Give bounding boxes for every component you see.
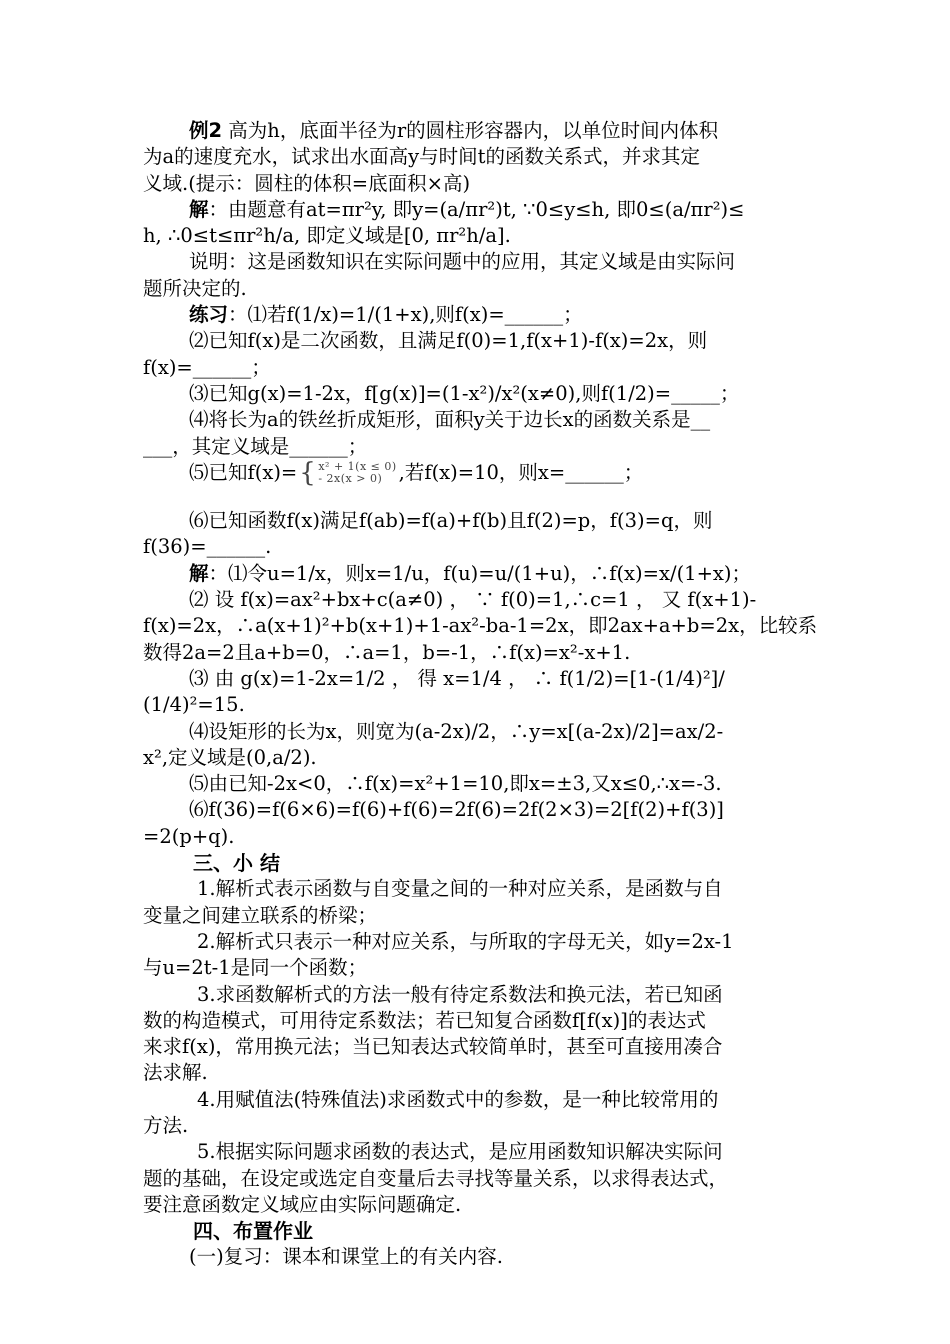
- answer-a2-cont: f(x)=2x，∴a(x+1)²+b(x+1)+1-ax²-ba-1=2x，即2ax+a+b=2x，比较系: [143, 614, 818, 638]
- exercise-line: [143, 302, 808, 328]
- solution-line: h, ∴0≤t≤πr²h/a, 即定义域是[0, πr²h/a].: [143, 224, 511, 248]
- answer-a3: ⑶ 由 g(x)=1-2x=1/2 ， 得 x=1/4 ， ∴ f(1/2)=[1-(1/4)²]/: [189, 666, 725, 690]
- document-page: [143, 118, 818, 1271]
- note-line: 题所决定的.: [143, 276, 247, 300]
- summary-item: 4.用赋值法(特殊值法)求函数式中的参数，是一种比较常用的: [197, 1087, 719, 1111]
- example-text: 高为h，底面半径为r的圆柱形容器内，以单位时间内体积: [222, 119, 719, 142]
- exercise-q2: ⑵已知f(x)是二次函数，且满足f(0)=1,f(x+1)-f(x)=2x，则: [189, 329, 708, 353]
- answer-a2: ⑵ 设 f(x)=ax²+bx+c(a≠0) ， ∵ f(0)=1,∴c=1 ， 又 f(x+1)-: [189, 588, 757, 612]
- answer-a4-cont: x²,定义域是(0,a/2).: [143, 745, 317, 769]
- homework-item: (一)复习：课本和课堂上的有关内容.: [189, 1245, 503, 1269]
- exercise-q6: ⑹已知函数f(x)满足f(ab)=f(a)+f(b)且f(2)=p，f(3)=q，则: [189, 509, 713, 533]
- summary-item: 1.解析式表示函数与自变量之间的一种对应关系，是函数与自: [197, 877, 723, 901]
- summary-item-cont: 法求解.: [143, 1061, 208, 1085]
- note-line: 说明：这是函数知识在实际问题中的应用，其定义域是由实际问: [189, 250, 736, 274]
- answer-a6-cont: =2(p+q).: [143, 824, 235, 848]
- solution-text: ：由题意有at=πr²y, 即y=(a/πr²)t, ∵0≤y≤h, 即0≤(a/πr²)≤: [208, 197, 745, 221]
- example-label: 例2: [189, 119, 223, 142]
- answer-a4: ⑷设矩形的长为x，则宽为(a-2x)/2，∴y=x[(a-2x)/2]=ax/2-: [189, 719, 724, 743]
- example-line: 为a的速度充水，试求出水面高y与时间t的函数关系式，并求其定: [143, 145, 700, 169]
- summary-item-cont: 与u=2t-1是同一个函数；: [143, 956, 368, 980]
- answer-a6: ⑹f(36)=f(6×6)=f(6)+f(6)=2f(6)=2f(2×3)=2[f(2)+f(3)]: [189, 798, 724, 822]
- exercise-q5-prefix: ⑸已知f(x)=: [189, 460, 298, 484]
- summary-heading: 三、小 结: [193, 851, 280, 876]
- summary-item: 3.求函数解析式的方法一般有待定系数法和换元法，若已知函: [197, 982, 723, 1006]
- summary-item: 5.根据实际问题求函数的表达式，是应用函数知识解决实际问: [197, 1140, 723, 1164]
- summary-item-cont: 来求f(x)，常用换元法；当已知表达式较简单时，甚至可直接用凑合: [143, 1035, 723, 1059]
- exercise-q4: ⑷将长为a的铁丝折成矩形，面积y关于边长x的函数关系是__: [189, 408, 711, 432]
- exercise-q1: ：⑴若f(1/x)=1/(1+x),则f(x)=______；: [228, 303, 583, 327]
- solution-line: [143, 197, 808, 223]
- answer-label: 解: [189, 561, 209, 585]
- example-line: [143, 118, 808, 144]
- answer-a2-cont: 数得2a=2且a+b=0，∴a=1，b=-1，∴f(x)=x²-x+1.: [143, 640, 631, 664]
- exercise-q4-cont: ___，其定义域是______；: [143, 434, 368, 458]
- summary-item: 2.解析式只表示一种对应关系，与所取的字母无关，如y=2x-1: [197, 929, 734, 953]
- exercise-q5: [143, 458, 808, 489]
- exercise-q6-cont: f(36)=______.: [143, 535, 272, 559]
- solution-label: 解: [189, 197, 209, 221]
- summary-item-cont: 变量之间建立联系的桥梁；: [143, 903, 378, 927]
- summary-item-cont: 数的构造模式，可用待定系数法；若已知复合函数f[f(x)]的表达式: [143, 1008, 706, 1032]
- example-line: 义域.(提示：圆柱的体积=底面积×高): [143, 171, 471, 195]
- exercise-q3: ⑶已知g(x)=1-2x，f[g(x)]=(1-x²)/x²(x≠0),则f(1/2)=_____；: [189, 381, 740, 405]
- exercise-q5-suffix: ,若f(x)=10，则x=______；: [398, 460, 644, 484]
- piecewise-row: x² + 1(x ≤ 0): [318, 460, 397, 474]
- left-brace-icon: {: [299, 458, 317, 489]
- answer-a5: ⑸由已知-2x<0，∴f(x)=x²+1=10,即x=±3,又x≤0,∴x=-3.: [189, 772, 722, 796]
- summary-item-cont: 要注意函数定义域应由实际问题确定.: [143, 1192, 462, 1216]
- piecewise-row: - 2x(x > 0): [318, 472, 383, 486]
- piecewise-function: [299, 458, 397, 489]
- summary-item-cont: 题的基础，在设定或选定自变量后去寻找等量关系，以求得表达式，: [143, 1166, 729, 1190]
- spacer: [143, 486, 808, 508]
- answer-a3-cont: (1/4)²=15.: [143, 693, 245, 717]
- homework-heading: 四、布置作业: [193, 1219, 313, 1244]
- exercise-q2-cont: f(x)=______；: [143, 355, 271, 379]
- answer-line: [143, 561, 808, 587]
- answer-a1: ：⑴令u=1/x，则x=1/u，f(u)=u/(1+u)，∴f(x)=x/(1+x)；: [208, 561, 752, 585]
- exercise-label: 练习: [189, 303, 229, 327]
- summary-item-cont: 方法.: [143, 1113, 189, 1137]
